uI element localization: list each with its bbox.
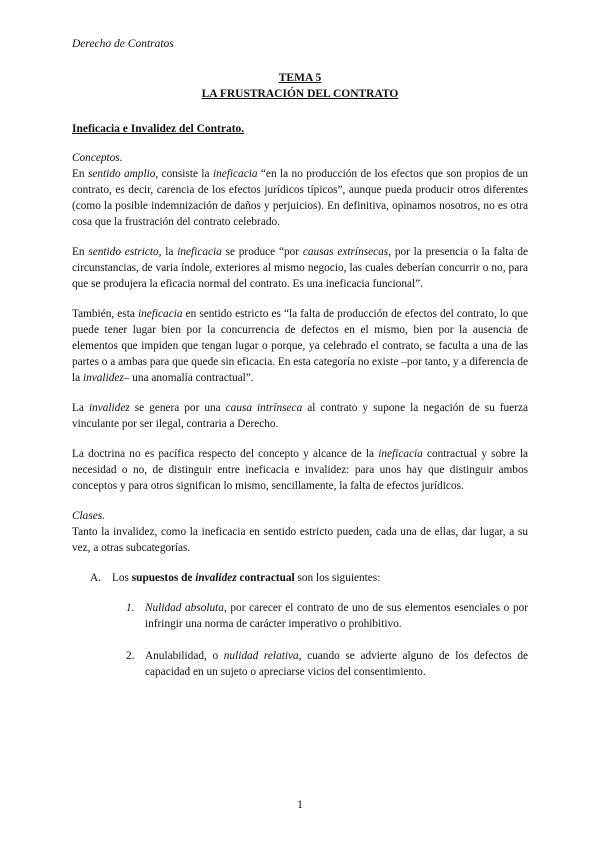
term-ineficacia: ineficacia [378, 448, 423, 460]
conceptos-paragraph-5 [72, 446, 528, 494]
conceptos-heading: Conceptos. [72, 152, 123, 164]
list-marker: A. [90, 572, 101, 584]
text-run: La [72, 402, 89, 414]
list-item-text [145, 648, 528, 680]
term-causas-extrinsecas: causas extrínsecas [302, 246, 389, 258]
text-run: En [72, 168, 88, 180]
text-run: , la [158, 246, 178, 258]
text-run: contractual y sobre la necesidad o no, de distinguir entre ineficacia e invalidez: para unos hay que distinguir ambos conceptos y para otros significan lo mismo, sencillamente, la falta de efectos jurídicos. [72, 448, 529, 492]
text-run: supuestos de [131, 572, 196, 584]
text-run: La doctrina no es pacífica respecto del concepto y alcance de la [72, 448, 379, 460]
list-item-a [90, 570, 528, 586]
term-ineficacia: ineficacia [137, 308, 183, 320]
list-marker: 1. [126, 602, 135, 614]
text-run: se produce “por [221, 246, 303, 258]
list-marker: 2. [126, 650, 135, 662]
text-run: contractual [236, 572, 295, 584]
conceptos-paragraph-2 [72, 244, 528, 292]
conceptos-paragraph-1 [72, 150, 528, 230]
text-run: en sentido estricto es “la falta de producción de efectos del contrato, lo que puede tener lugar bien por la concurrencia de defectos en el mismo, bien por la ausencia de elementos que impiden que tengan lugar o porque, ya celebrado el contrato, se faculta a una de las partes o a ambas para que quede sin eficacia. En esta categoría no existe –por tanto, y a diferencia de la [72, 308, 528, 384]
page-number: 1 [297, 799, 303, 811]
clases-paragraph-1 [72, 508, 528, 556]
text-run: Tanto la invalidez, como la ineficacia en sentido estricto pueden, cada una de ellas, dar lugar, a su vez, a otras subcategorías. [72, 526, 528, 554]
numbered-list [126, 600, 528, 680]
text-run: , por la presencia o la falta de circunstancias, de varia índole, exteriores al mismo negocio, las cuales deberían concurrir o no, para que se produjera la eficacia normal del contrato. Es una ineficacia funcional”. [72, 246, 528, 290]
title-block [0, 70, 600, 102]
list-item [126, 600, 528, 632]
text-run: También, esta [72, 308, 138, 320]
text-run: , por carecer el contrato de uno de sus elementos esenciales o por infringir una norma de carácter imperativo o prohibitivo. [145, 602, 528, 630]
title-line-2: LA FRUSTRACIÓN DEL CONTRATO [201, 88, 399, 100]
term-ineficacia: ineficacia [177, 246, 222, 258]
list-item [126, 648, 528, 680]
title-line-1: TEMA 5 [278, 72, 322, 84]
term-nulidad-relativa: nulidad relativa [223, 650, 299, 662]
term-ineficacia: ineficacia [212, 168, 258, 180]
term-sentido-estricto: sentido estricto [88, 246, 159, 258]
conceptos-paragraph-3 [72, 306, 528, 386]
body-text [72, 150, 528, 696]
text-run: – una anomalía contractual”. [123, 372, 254, 384]
text-run: se genera por una [129, 402, 226, 414]
text-run: “en la no producción de los efectos que son propios de un contrato, es decir, carencia de los efectos jurídicos típicos”, aunque pueda producir otros diferentes (como la posible indemnización de daños y perjuicios). En definitiva, opinamos nosotros, no es otra cosa que la frustración del contrato celebrado. [72, 168, 528, 228]
term-invalidez: invalidez [88, 402, 130, 414]
text-run: En [72, 246, 89, 258]
list-item-text [145, 600, 528, 632]
term-nulidad-absoluta: Nulidad absoluta [145, 602, 224, 614]
text-run: al contrato y supone la negación de su fuerza vinculante por ser ilegal, contraria a Derecho. [72, 402, 528, 430]
text-run: Anulabilidad, o [145, 650, 224, 662]
term-causa-intrinseca: causa intrínseca [225, 402, 303, 414]
list-item-text [112, 570, 380, 586]
text-run: son los siguientes: [294, 572, 381, 584]
text-run: , cuando se advierte alguno de los defectos de capacidad en un sujeto o apreciarse vicios del consentimiento. [145, 650, 528, 678]
section-heading: Ineficacia e Invalidez del Contrato. [72, 123, 245, 135]
text-run: , consiste la [155, 168, 213, 180]
term-sentido-amplio: sentido amplio [87, 168, 156, 180]
running-header: Derecho de Contratos [72, 38, 174, 50]
term-invalidez: invalidez [82, 372, 124, 384]
text-run: Los [112, 572, 132, 584]
clases-heading: Clases. [72, 510, 105, 522]
conceptos-paragraph-4 [72, 400, 528, 432]
term-invalidez: invalidez [195, 572, 237, 584]
